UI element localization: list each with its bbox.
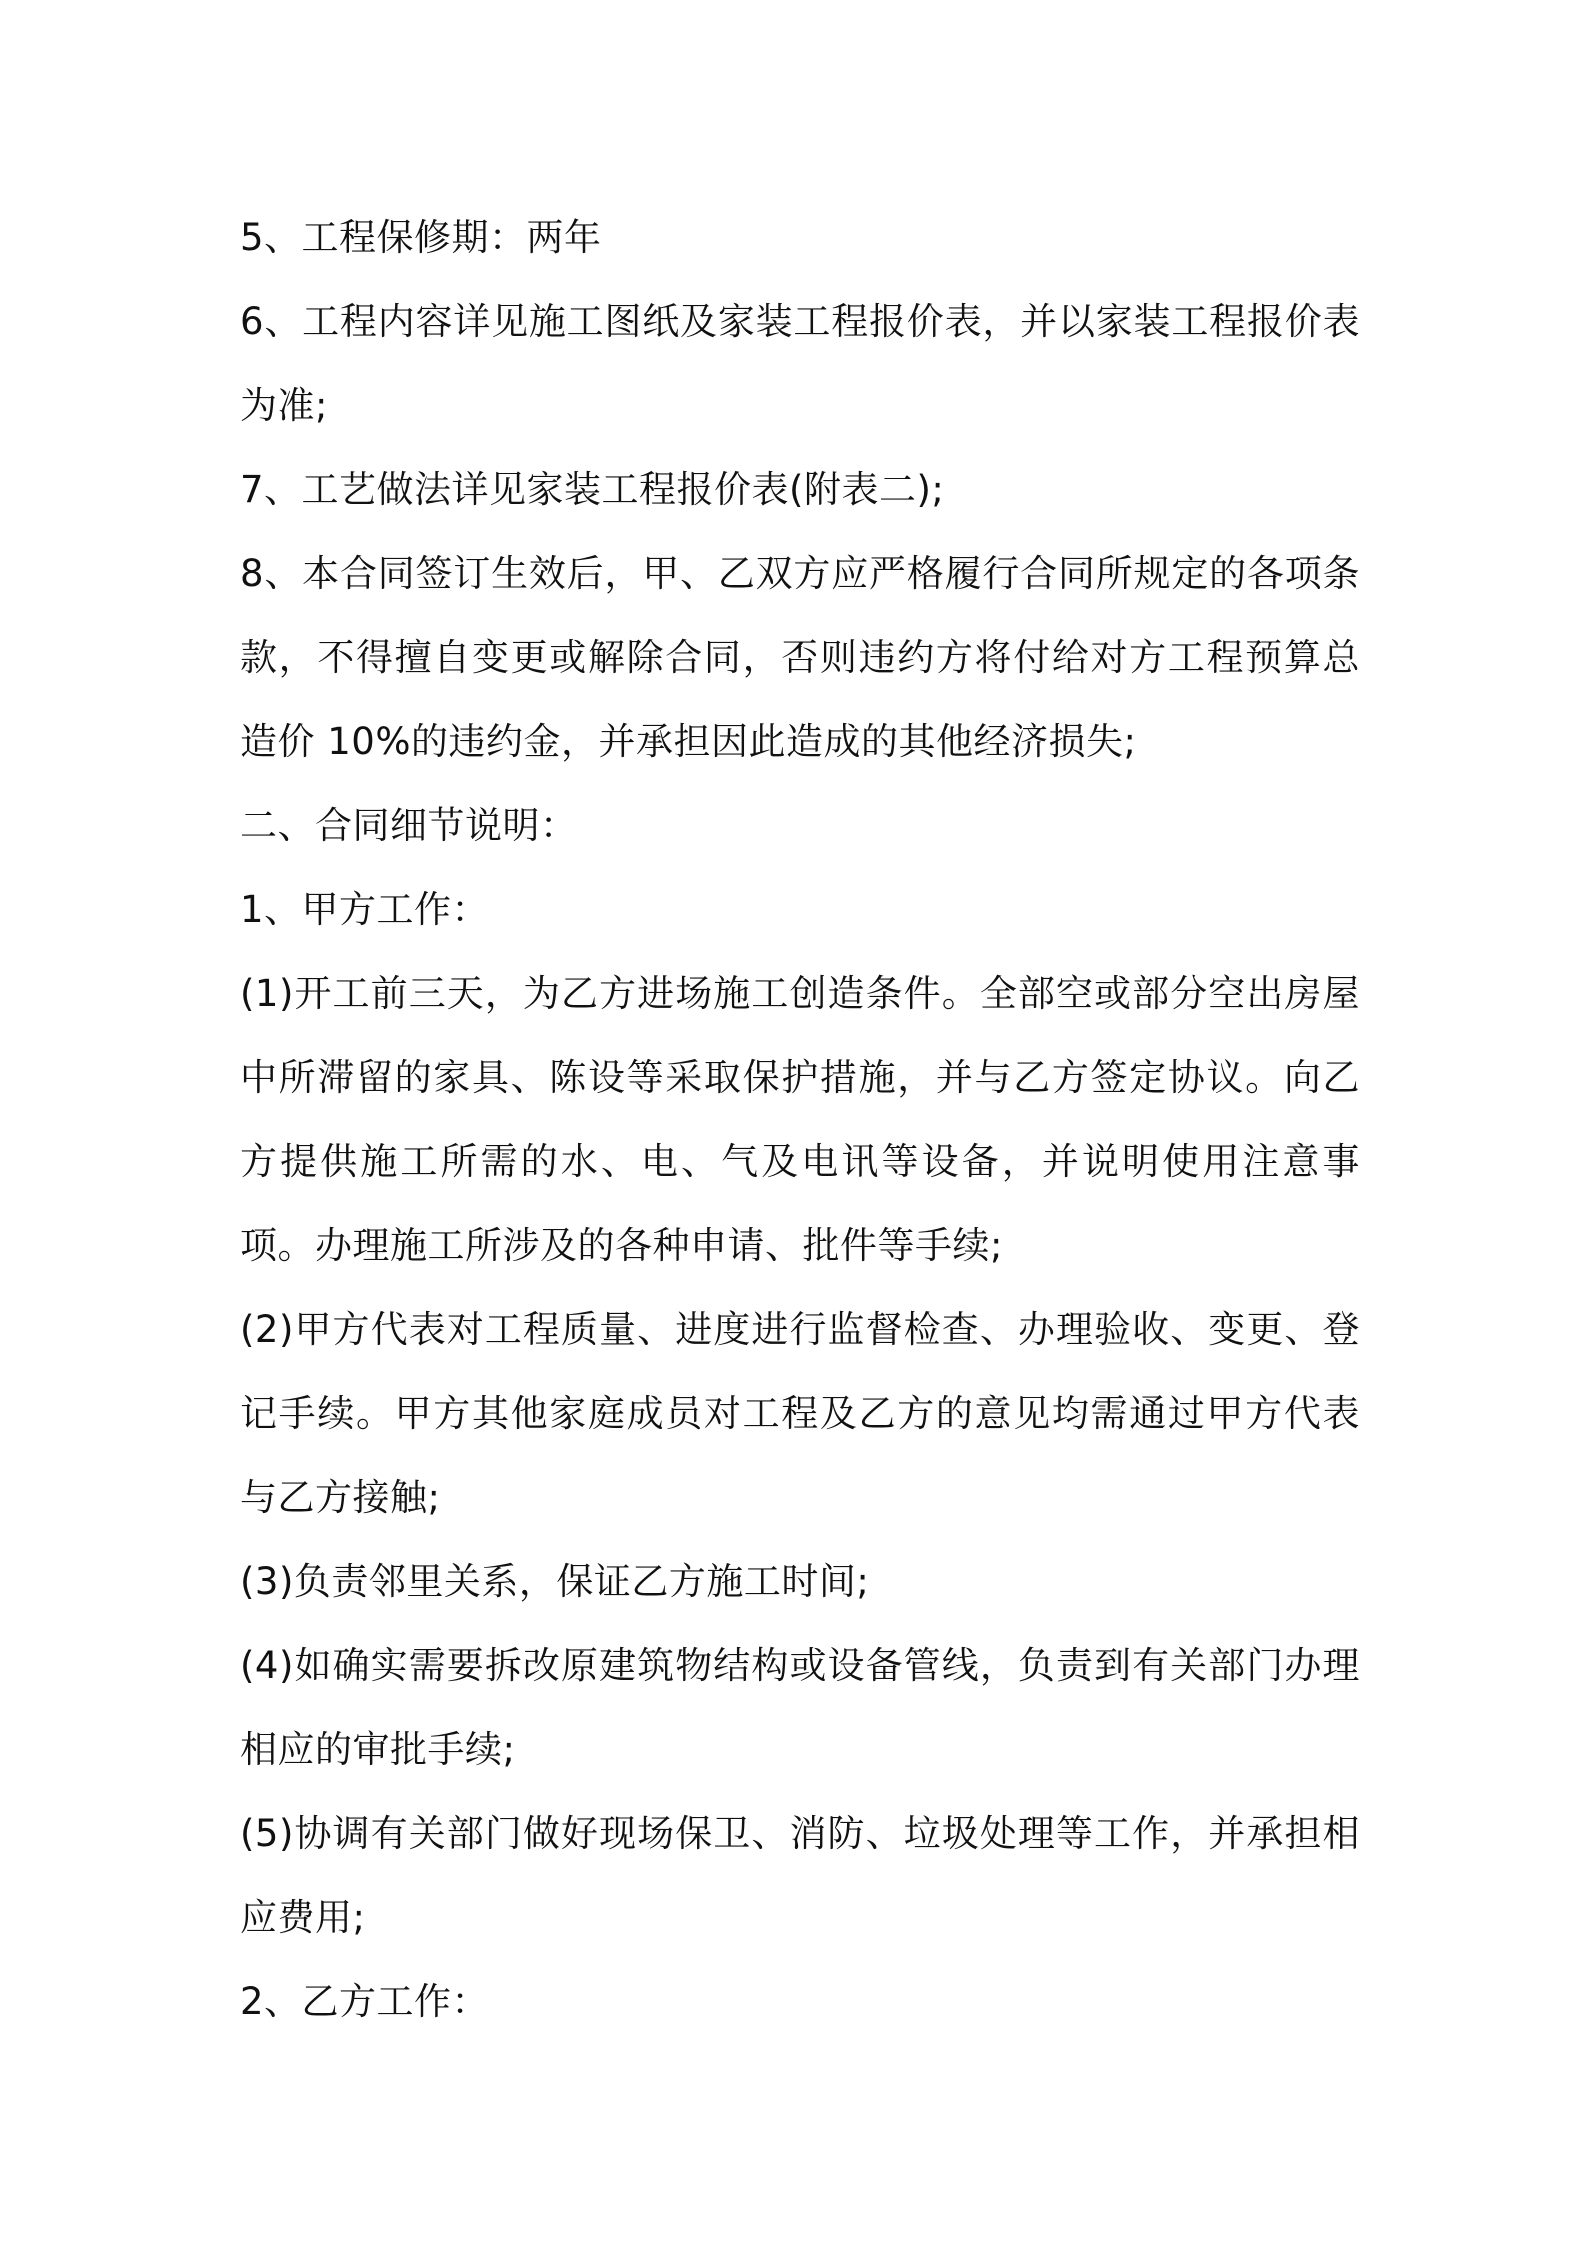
clause-7-process: 7、工艺做法详见家装工程报价表(附表二); <box>240 468 945 511</box>
section-2-heading: 二、合同细节说明： <box>240 804 578 847</box>
party-a-heading: 1、甲方工作： <box>240 888 490 931</box>
party-a-item-3: (3)负责邻里关系，保证乙方施工时间; <box>240 1560 870 1603</box>
clause-8-breach: 8、本合同签订生效后，甲、乙双方应严格履行合同所规定的各项条款，不得擅自变更或解除合同，否则违约方将付给对方工程预算总造价 10%的违约金，并承担因此造成的其他经济损失; <box>240 552 1360 763</box>
clause-5-warranty: 5、工程保修期：两年 <box>240 216 602 259</box>
party-a-item-4: (4)如确实需要拆改原建筑物结构或设备管线，负责到有关部门办理相应的审批手续; <box>240 1644 1360 1771</box>
party-a-item-2: (2)甲方代表对工程质量、进度进行监督检查、办理验收、变更、登记手续。甲方其他家庭成员对工程及乙方的意见均需通过甲方代表与乙方接触; <box>240 1308 1360 1519</box>
clause-6-scope: 6、工程内容详见施工图纸及家装工程报价表，并以家装工程报价表为准; <box>240 300 1360 427</box>
party-a-item-5: (5)协调有关部门做好现场保卫、消防、垃圾处理等工作，并承担相应费用; <box>240 1812 1360 1939</box>
document-body <box>240 196 1360 2044</box>
party-a-item-1: (1)开工前三天，为乙方进场施工创造条件。全部空或部分空出房屋中所滞留的家具、陈设等采取保护措施，并与乙方签定协议。向乙方提供施工所需的水、电、气及电讯等设备，并说明使用注意事项。办理施工所涉及的各种申请、批件等手续; <box>240 972 1360 1267</box>
party-b-heading: 2、乙方工作： <box>240 1980 490 2023</box>
